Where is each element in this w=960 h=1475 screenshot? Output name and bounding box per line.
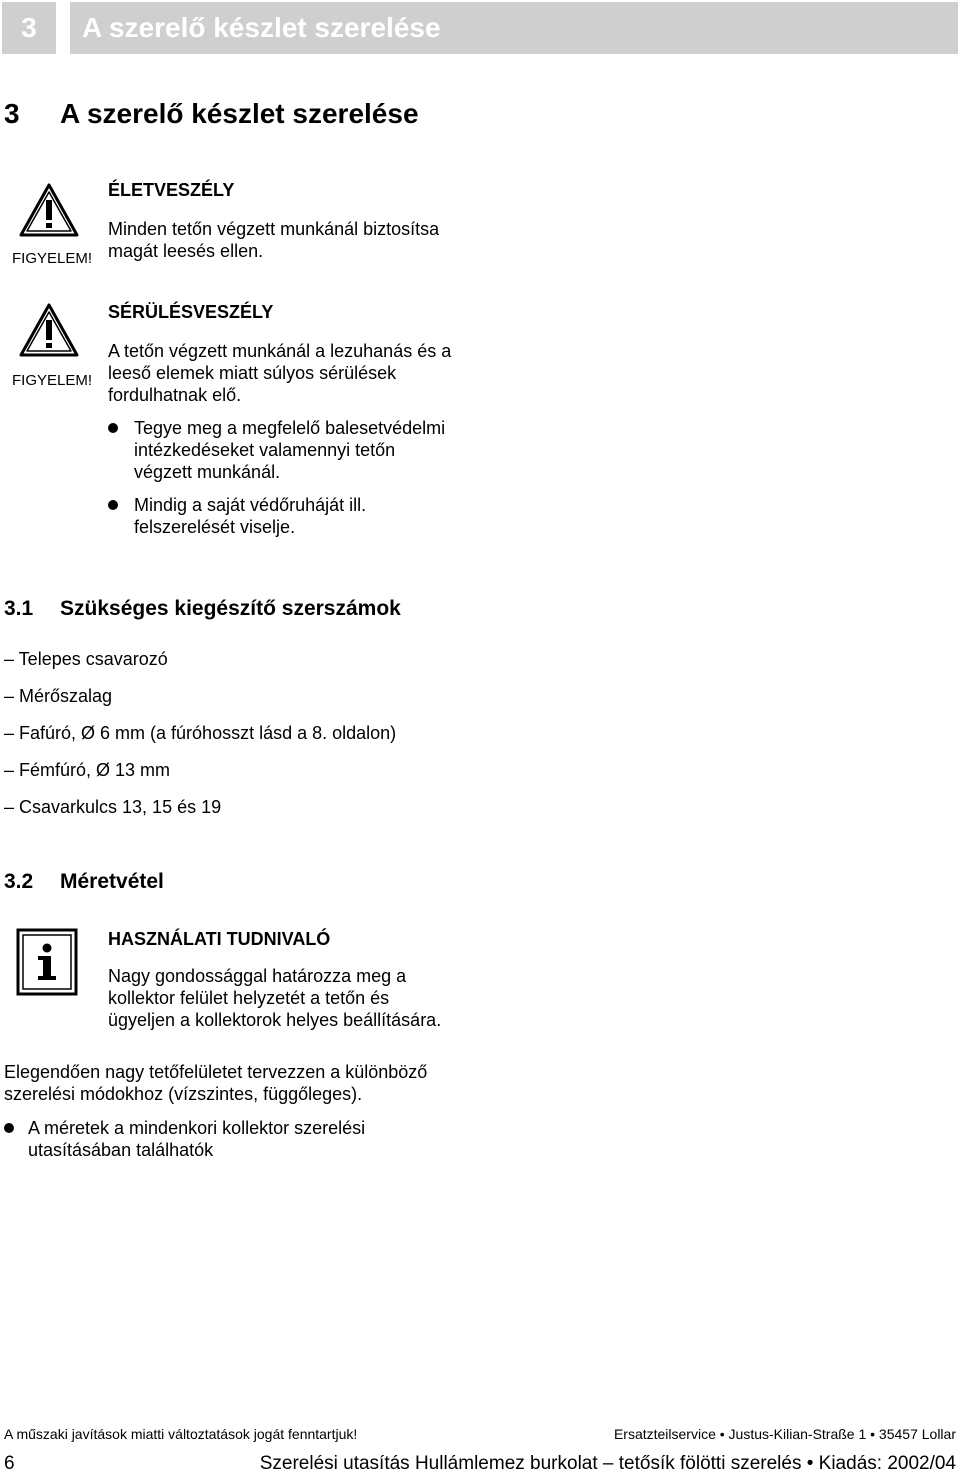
list-item-line: Tegye meg a megfelelő balesetvédelmi <box>134 418 446 438</box>
footer-disclaimer: A műszaki javítások miatti változtatások jogát fenntartjuk! <box>4 1426 358 1442</box>
section-heading <box>4 597 401 621</box>
warning-title: SÉRÜLÉSVESZÉLY <box>108 302 274 322</box>
warning-text-line: A tetőn végzett munkánál a lezuhanás és a <box>108 341 452 361</box>
section-title: Méretvétel <box>60 870 164 893</box>
warning-title: ÉLETVESZÉLY <box>108 180 235 200</box>
list-item-line: A méretek a mindenkori kollektor szerelési <box>28 1118 366 1138</box>
notice-text-line: Nagy gondossággal határozza meg a <box>108 966 407 986</box>
paragraph <box>4 1061 427 1105</box>
list-item <box>4 1117 365 1161</box>
section-heading <box>4 870 164 894</box>
list-item-line: utasításában találhatók <box>28 1140 214 1160</box>
bullet-icon <box>4 1123 14 1133</box>
footer-address: Ersatzteilservice • Justus-Kilian-Straße 1 • 35457 Lollar <box>613 1426 956 1442</box>
list-item-line: intézkedéseket valamennyi tetőn <box>134 440 396 460</box>
list-item: – Mérőszalag <box>4 686 113 706</box>
warning-label: FIGYELEM! <box>12 250 93 267</box>
list-item: – Fafúró, Ø 6 mm (a fúróhosszt lásd a 8. oldalon) <box>4 723 397 743</box>
warning-text <box>108 340 451 406</box>
warning-text-line: leeső elemek miatt súlyos sérülések <box>108 363 397 383</box>
page-number: 6 <box>4 1453 15 1474</box>
header-chapter-title: A szerelő készlet szerelése <box>70 2 958 54</box>
header-chapter-number: 3 <box>2 2 56 54</box>
list-item <box>108 494 366 538</box>
list-item: – Fémfúró, Ø 13 mm <box>4 760 171 780</box>
paragraph-line: Elegendően nagy tetőfelületet tervezzen a különböző <box>4 1062 428 1082</box>
list-item-line: Mindig a saját védőruháját ill. <box>134 495 367 515</box>
section-number: 3.1 <box>4 597 34 620</box>
info-icon <box>16 928 78 996</box>
section-number: 3.2 <box>4 870 34 893</box>
notice-text-line: ügyeljen a kollektorok helyes beállítására. <box>108 1010 442 1030</box>
warning-label: FIGYELEM! <box>12 372 93 389</box>
bullet-icon <box>108 423 118 433</box>
list-item: – Telepes csavarozó <box>4 649 168 669</box>
chapter-heading <box>4 98 419 130</box>
warning-triangle-icon <box>18 302 80 358</box>
notice-text <box>108 965 441 1031</box>
warning-text-line: magát leesés ellen. <box>108 241 264 261</box>
chapter-number: 3 <box>4 98 20 129</box>
section-title: Szükséges kiegészítő szerszámok <box>60 597 401 620</box>
warning-text <box>108 218 439 262</box>
list-item <box>108 417 445 483</box>
list-item: – Csavarkulcs 13, 15 és 19 <box>4 797 222 817</box>
warning-text-line: Minden tetőn végzett munkánál biztosítsa <box>108 219 440 239</box>
bullet-icon <box>108 500 118 510</box>
warning-text-line: fordulhatnak elő. <box>108 385 242 405</box>
warning-triangle-icon <box>18 182 80 238</box>
list-item-line: végzett munkánál. <box>134 462 281 482</box>
notice-text-line: kollektor felület helyzetét a tetőn és <box>108 988 390 1008</box>
chapter-title: A szerelő készlet szerelése <box>60 98 419 129</box>
list-item-line: felszerelését viselje. <box>134 517 296 537</box>
footer-document-title: Szerelési utasítás Hullámlemez burkolat – tetősík fölötti szerelés • Kiadás: 2002/04 <box>259 1453 956 1474</box>
paragraph-line: szerelési módokhoz (vízszintes, függőleges). <box>4 1084 363 1104</box>
notice-title: HASZNÁLATI TUDNIVALÓ <box>108 929 331 949</box>
